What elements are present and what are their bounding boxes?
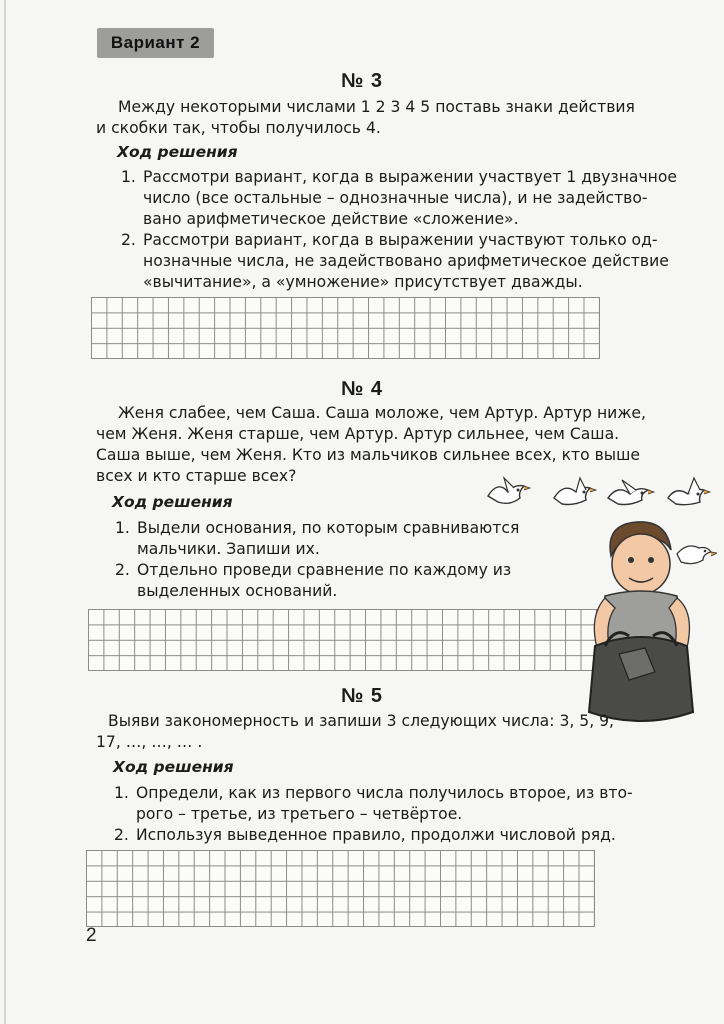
step-line: Выдели основания, по которым сравниваются bbox=[137, 519, 520, 537]
task4-line: Женя слабее, чем Саша. Саша моложе, чем Артур. Артур ниже, bbox=[118, 404, 646, 422]
step-number: 2. bbox=[121, 231, 136, 249]
step-line: число (все остальные – однозначные числа), и не задейство- bbox=[143, 189, 648, 207]
task3-step-2 bbox=[121, 230, 718, 293]
step-line: рого – третье, из третьего – четвёртое. bbox=[136, 805, 463, 823]
page-number: 2 bbox=[86, 925, 97, 946]
answer-grid-task5[interactable] bbox=[86, 850, 595, 927]
step-line: выделенных оснований. bbox=[137, 582, 338, 600]
step-number: 1. bbox=[121, 168, 136, 186]
task5-step-2 bbox=[114, 825, 705, 846]
task5-line: Выяви закономерность и запиши 3 следующих числа: 3, 5, 9, bbox=[108, 712, 614, 730]
step-line: Рассмотри вариант, когда в выражении участвуют только од- bbox=[143, 231, 658, 249]
step-number: 2. bbox=[115, 561, 130, 579]
step-line: Отдельно проведи сравнение по каждому из bbox=[137, 561, 512, 579]
task3-number: № 3 bbox=[341, 70, 383, 92]
task5-statement bbox=[96, 711, 705, 753]
task4-statement bbox=[96, 403, 718, 487]
task3-statement bbox=[96, 97, 718, 139]
answer-grid-task4[interactable] bbox=[88, 609, 597, 671]
step-line: мальчики. Запиши их. bbox=[137, 540, 320, 558]
step-line: Рассмотри вариант, когда в выражении участвует 1 двузначное bbox=[143, 168, 677, 186]
step-line: нозначные числа, не задействовано арифметическое действие bbox=[143, 252, 669, 270]
bird-icon bbox=[484, 476, 544, 510]
task4-step-1 bbox=[115, 518, 592, 560]
bird-icon bbox=[664, 476, 718, 510]
task3-step-1 bbox=[121, 167, 718, 230]
step-line: вано арифметическое действие «сложение». bbox=[143, 210, 519, 228]
step-number: 2. bbox=[114, 826, 129, 844]
step-number: 1. bbox=[114, 784, 129, 802]
task3-solution-heading: Ход решения bbox=[117, 143, 238, 161]
task4-line: чем Женя. Женя старше, чем Артур. Артур сильнее, чем Саша. bbox=[96, 425, 620, 443]
task5-solution-heading: Ход решения bbox=[113, 758, 234, 776]
task5-step-1 bbox=[114, 783, 705, 825]
answer-grid-task3[interactable] bbox=[91, 297, 600, 359]
task3-line: Между некоторыми числами 1 2 3 4 5 поставь знаки действия bbox=[118, 98, 635, 116]
task4-step-2 bbox=[115, 560, 592, 602]
task4-solution-heading: Ход решения bbox=[112, 493, 233, 511]
task5-line: 17, …, …, … . bbox=[96, 733, 203, 751]
variant-label: Вариант 2 bbox=[97, 28, 214, 58]
bird-icon bbox=[548, 476, 604, 510]
step-line: Используя выведенное правило, продолжи числовой ряд. bbox=[136, 826, 616, 844]
step-line: «вычитание», а «умножение» присутствует дважды. bbox=[143, 273, 583, 291]
task4-line: Саша выше, чем Женя. Кто из мальчиков сильнее всех, кто выше bbox=[96, 446, 640, 464]
step-number: 1. bbox=[115, 519, 130, 537]
task4-line: всех и кто старше всех? bbox=[96, 467, 297, 485]
task5-number: № 5 bbox=[341, 685, 383, 707]
task3-line: и скобки так, чтобы получилось 4. bbox=[96, 119, 381, 137]
bird-icon bbox=[604, 476, 664, 510]
step-line: Определи, как из первого числа получилось второе, из вто- bbox=[136, 784, 633, 802]
task4-number: № 4 bbox=[341, 378, 383, 400]
